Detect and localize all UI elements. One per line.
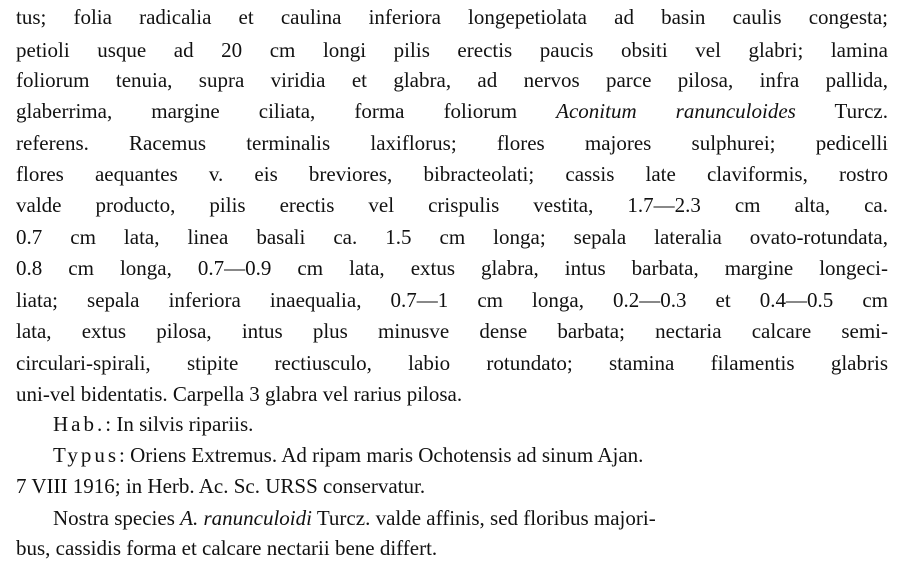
text-line-16: 7 VIII 1916; in Herb. Ac. Sc. URSS conservatur. (16, 474, 426, 498)
text-line-18: bus, cassidis forma et calcare nectarii bene differt. (16, 536, 438, 560)
habitat-label: Hab. (53, 412, 106, 436)
habitat-line: Hab.: In silvis ripariis. (53, 412, 254, 436)
text-line-8: 0.7 cm lata, linea basali ca. 1.5 cm longa; sepala lateralia ovato-rotundata, (16, 225, 888, 249)
taxon-name: A. ranunculoidi (180, 506, 312, 530)
text-line-9: 0.8 cm longa, 0.7—0.9 cm lata, extus glabra, intus barbata, margine longeci- (16, 256, 888, 280)
text-line-1: tus; folia radicalia et caulina inferiora longepetiolata ad basin caulis congesta; (16, 5, 888, 29)
text-line-10: liata; sepala inferiora inaequalia, 0.7—1 cm longa, 0.2—0.3 et 0.4—0.5 cm (16, 288, 888, 312)
text-line-2: petioli usque ad 20 cm longi pilis erectis paucis obsiti vel glabri; lamina (16, 38, 888, 62)
text-line-4: glaberrima, margine ciliata, forma foliorum Aconitum ranunculoides Turcz. (16, 99, 888, 123)
text-line-5: referens. Racemus terminalis laxiflorus; flores majores sulphurei; pedicelli (16, 131, 888, 155)
text-line-12: circulari-spirali, stipite rectiusculo, labio rotundato; stamina filamentis glabris (16, 351, 888, 375)
text-line-17: Nostra species A. ranunculoidi Turcz. valde affinis, sed floribus majori- (53, 506, 656, 530)
typus-label: Typus (53, 443, 120, 467)
text-line-7: valde producto, pilis erectis vel crispulis vestita, 1.7—2.3 cm alta, ca. (16, 193, 888, 217)
text-line-13: uni-vel bidentatis. Carpella 3 glabra vel rarius pilosa. (16, 382, 463, 406)
text-line-11: lata, extus pilosa, intus plus minusve dense barbata; nectaria calcare semi- (16, 319, 888, 343)
text-line-6: flores aequantes v. eis breviores, bibracteolati; cassis late claviformis, rostro (16, 162, 888, 186)
taxon-name: Aconitum ranunculoides (556, 99, 796, 123)
text-line-3: foliorum tenuia, supra viridia et glabra, ad nervos parce pilosa, infra pallida, (16, 68, 888, 92)
typus-line: Typus: Oriens Extremus. Ad ripam maris Ochotensis ad sinum Ajan. (53, 443, 644, 467)
